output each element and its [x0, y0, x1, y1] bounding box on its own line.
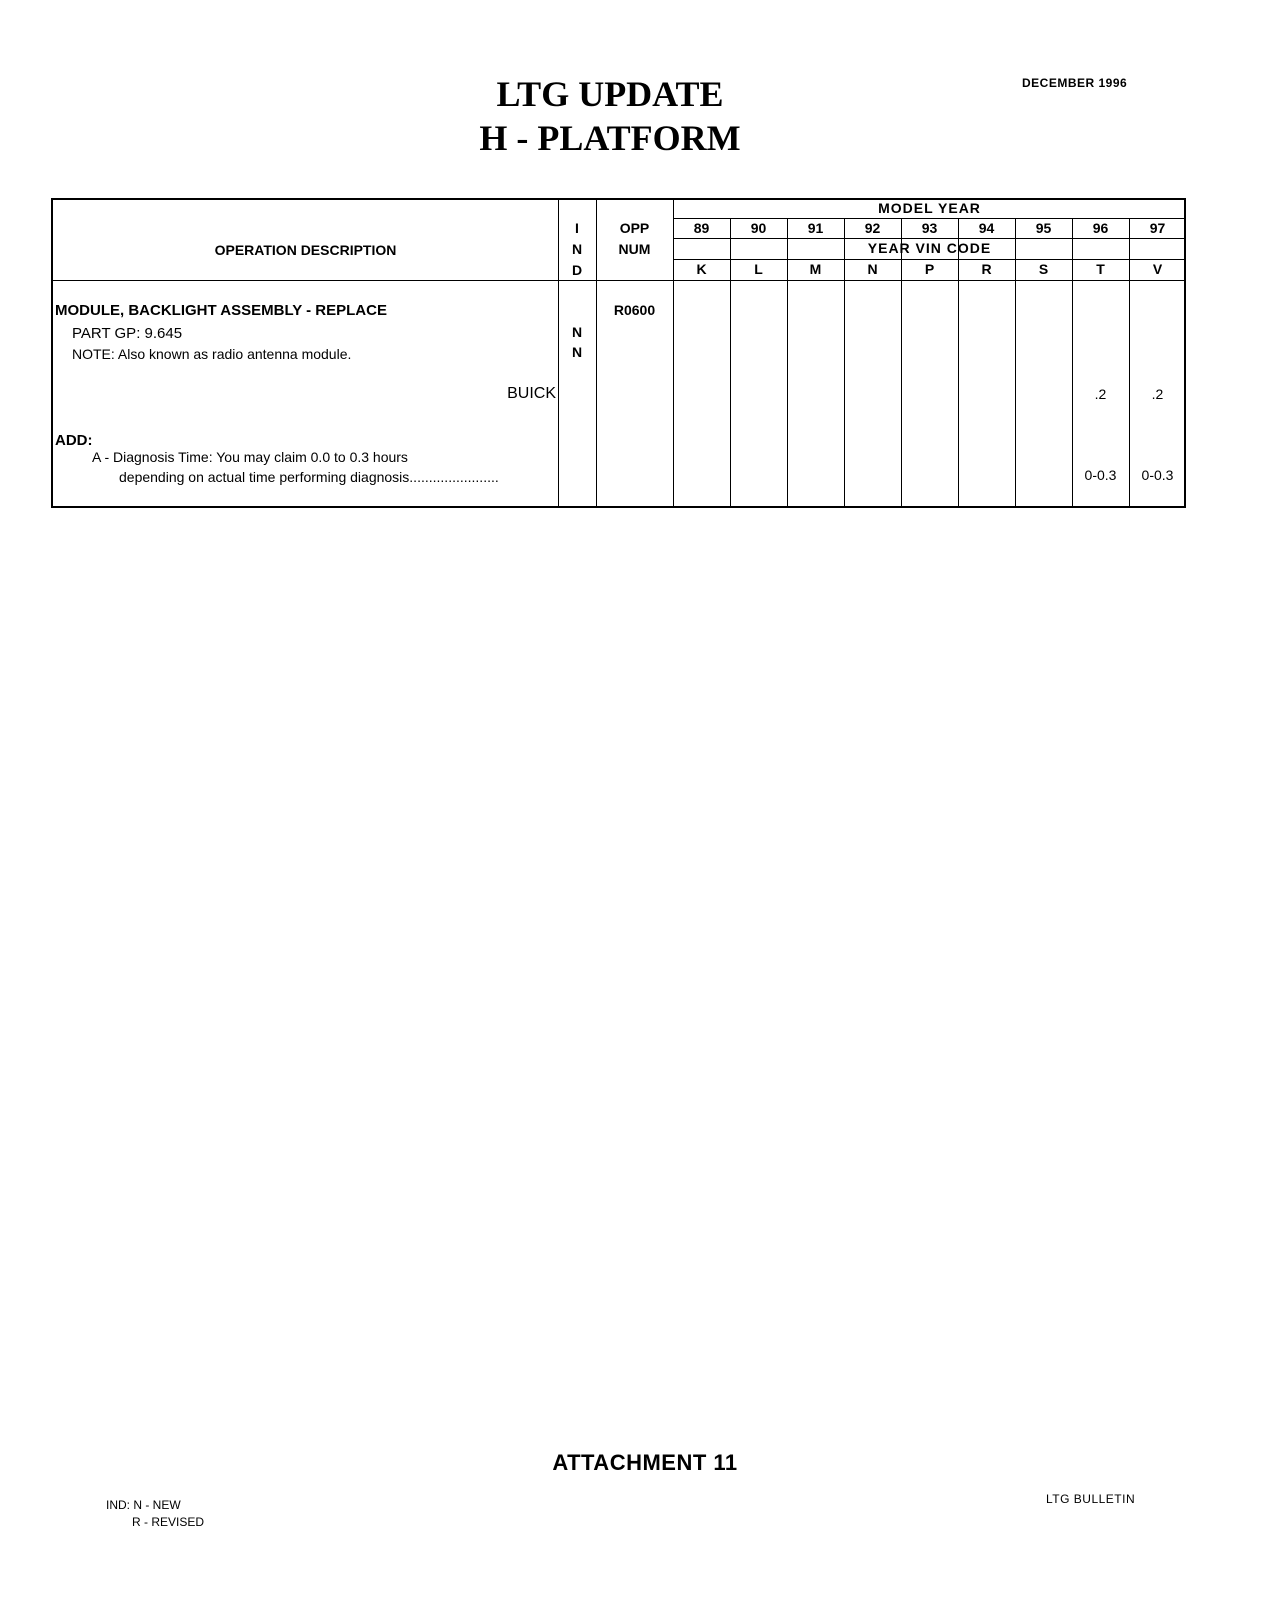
year-94: 94 [978, 220, 995, 236]
year-95: 95 [1035, 220, 1052, 236]
part-group: PART GP: 9.645 [72, 325, 183, 342]
vin-t: T [1096, 261, 1105, 277]
vin-n: N [867, 261, 878, 277]
divider [673, 259, 1184, 260]
add-line-2: depending on actual time performing diagnosis....................... [119, 469, 499, 485]
vin-m: M [809, 261, 822, 277]
col-operation-description: OPERATION DESCRIPTION [214, 242, 397, 258]
make-label: BUICK [507, 385, 556, 402]
vin-r: R [981, 261, 992, 277]
vin-s: S [1038, 261, 1049, 277]
add-line-1: A - Diagnosis Time: You may claim 0.0 to 0.3 hours [92, 449, 408, 465]
operation-title: MODULE, BACKLIGHT ASSEMBLY - REPLACE [55, 302, 387, 319]
legend-new: IND: N - NEW [106, 1498, 181, 1512]
value-96-buick: .2 [1094, 386, 1107, 402]
year-91: 91 [807, 220, 824, 236]
labor-time-table [51, 198, 1186, 508]
header-divider [53, 280, 1184, 281]
ind-value: N [571, 344, 583, 360]
vin-l: L [754, 261, 763, 277]
add-label: ADD: [55, 432, 93, 449]
divider [673, 238, 1184, 239]
bulletin-label: LTG BULLETIN [1046, 1492, 1136, 1506]
value-97-buick: .2 [1151, 386, 1164, 402]
page-title: LTG UPDATE [496, 74, 724, 114]
value-96-diagnosis: 0-0.3 [1084, 467, 1117, 483]
operation-note: NOTE: Also known as radio antenna module. [72, 346, 352, 362]
year-93: 93 [921, 220, 938, 236]
col-num: NUM [618, 241, 651, 257]
col-ind-n: N [571, 241, 583, 257]
bulletin-date: DECEMBER 1996 [1022, 76, 1128, 90]
vin-p: P [924, 261, 935, 277]
year-89: 89 [693, 220, 710, 236]
opp-num-value: R0600 [613, 302, 656, 318]
attachment-label: ATTACHMENT 11 [552, 1450, 738, 1475]
year-96: 96 [1092, 220, 1109, 236]
page-subtitle: H - PLATFORM [479, 118, 741, 158]
value-97-diagnosis: 0-0.3 [1141, 467, 1174, 483]
col-ind-d: D [571, 262, 583, 278]
col-ind-i: I [575, 220, 579, 236]
vin-code-label: YEAR VIN CODE [867, 240, 992, 256]
divider [673, 218, 1184, 219]
year-97: 97 [1149, 220, 1166, 236]
ind-value: N [571, 324, 583, 340]
model-year-label: MODEL YEAR [878, 200, 981, 216]
legend-revised: R - REVISED [132, 1515, 205, 1529]
year-92: 92 [864, 220, 881, 236]
year-90: 90 [750, 220, 767, 236]
vin-v: V [1152, 261, 1163, 277]
col-opp: OPP [619, 220, 650, 236]
vin-k: K [696, 261, 707, 277]
